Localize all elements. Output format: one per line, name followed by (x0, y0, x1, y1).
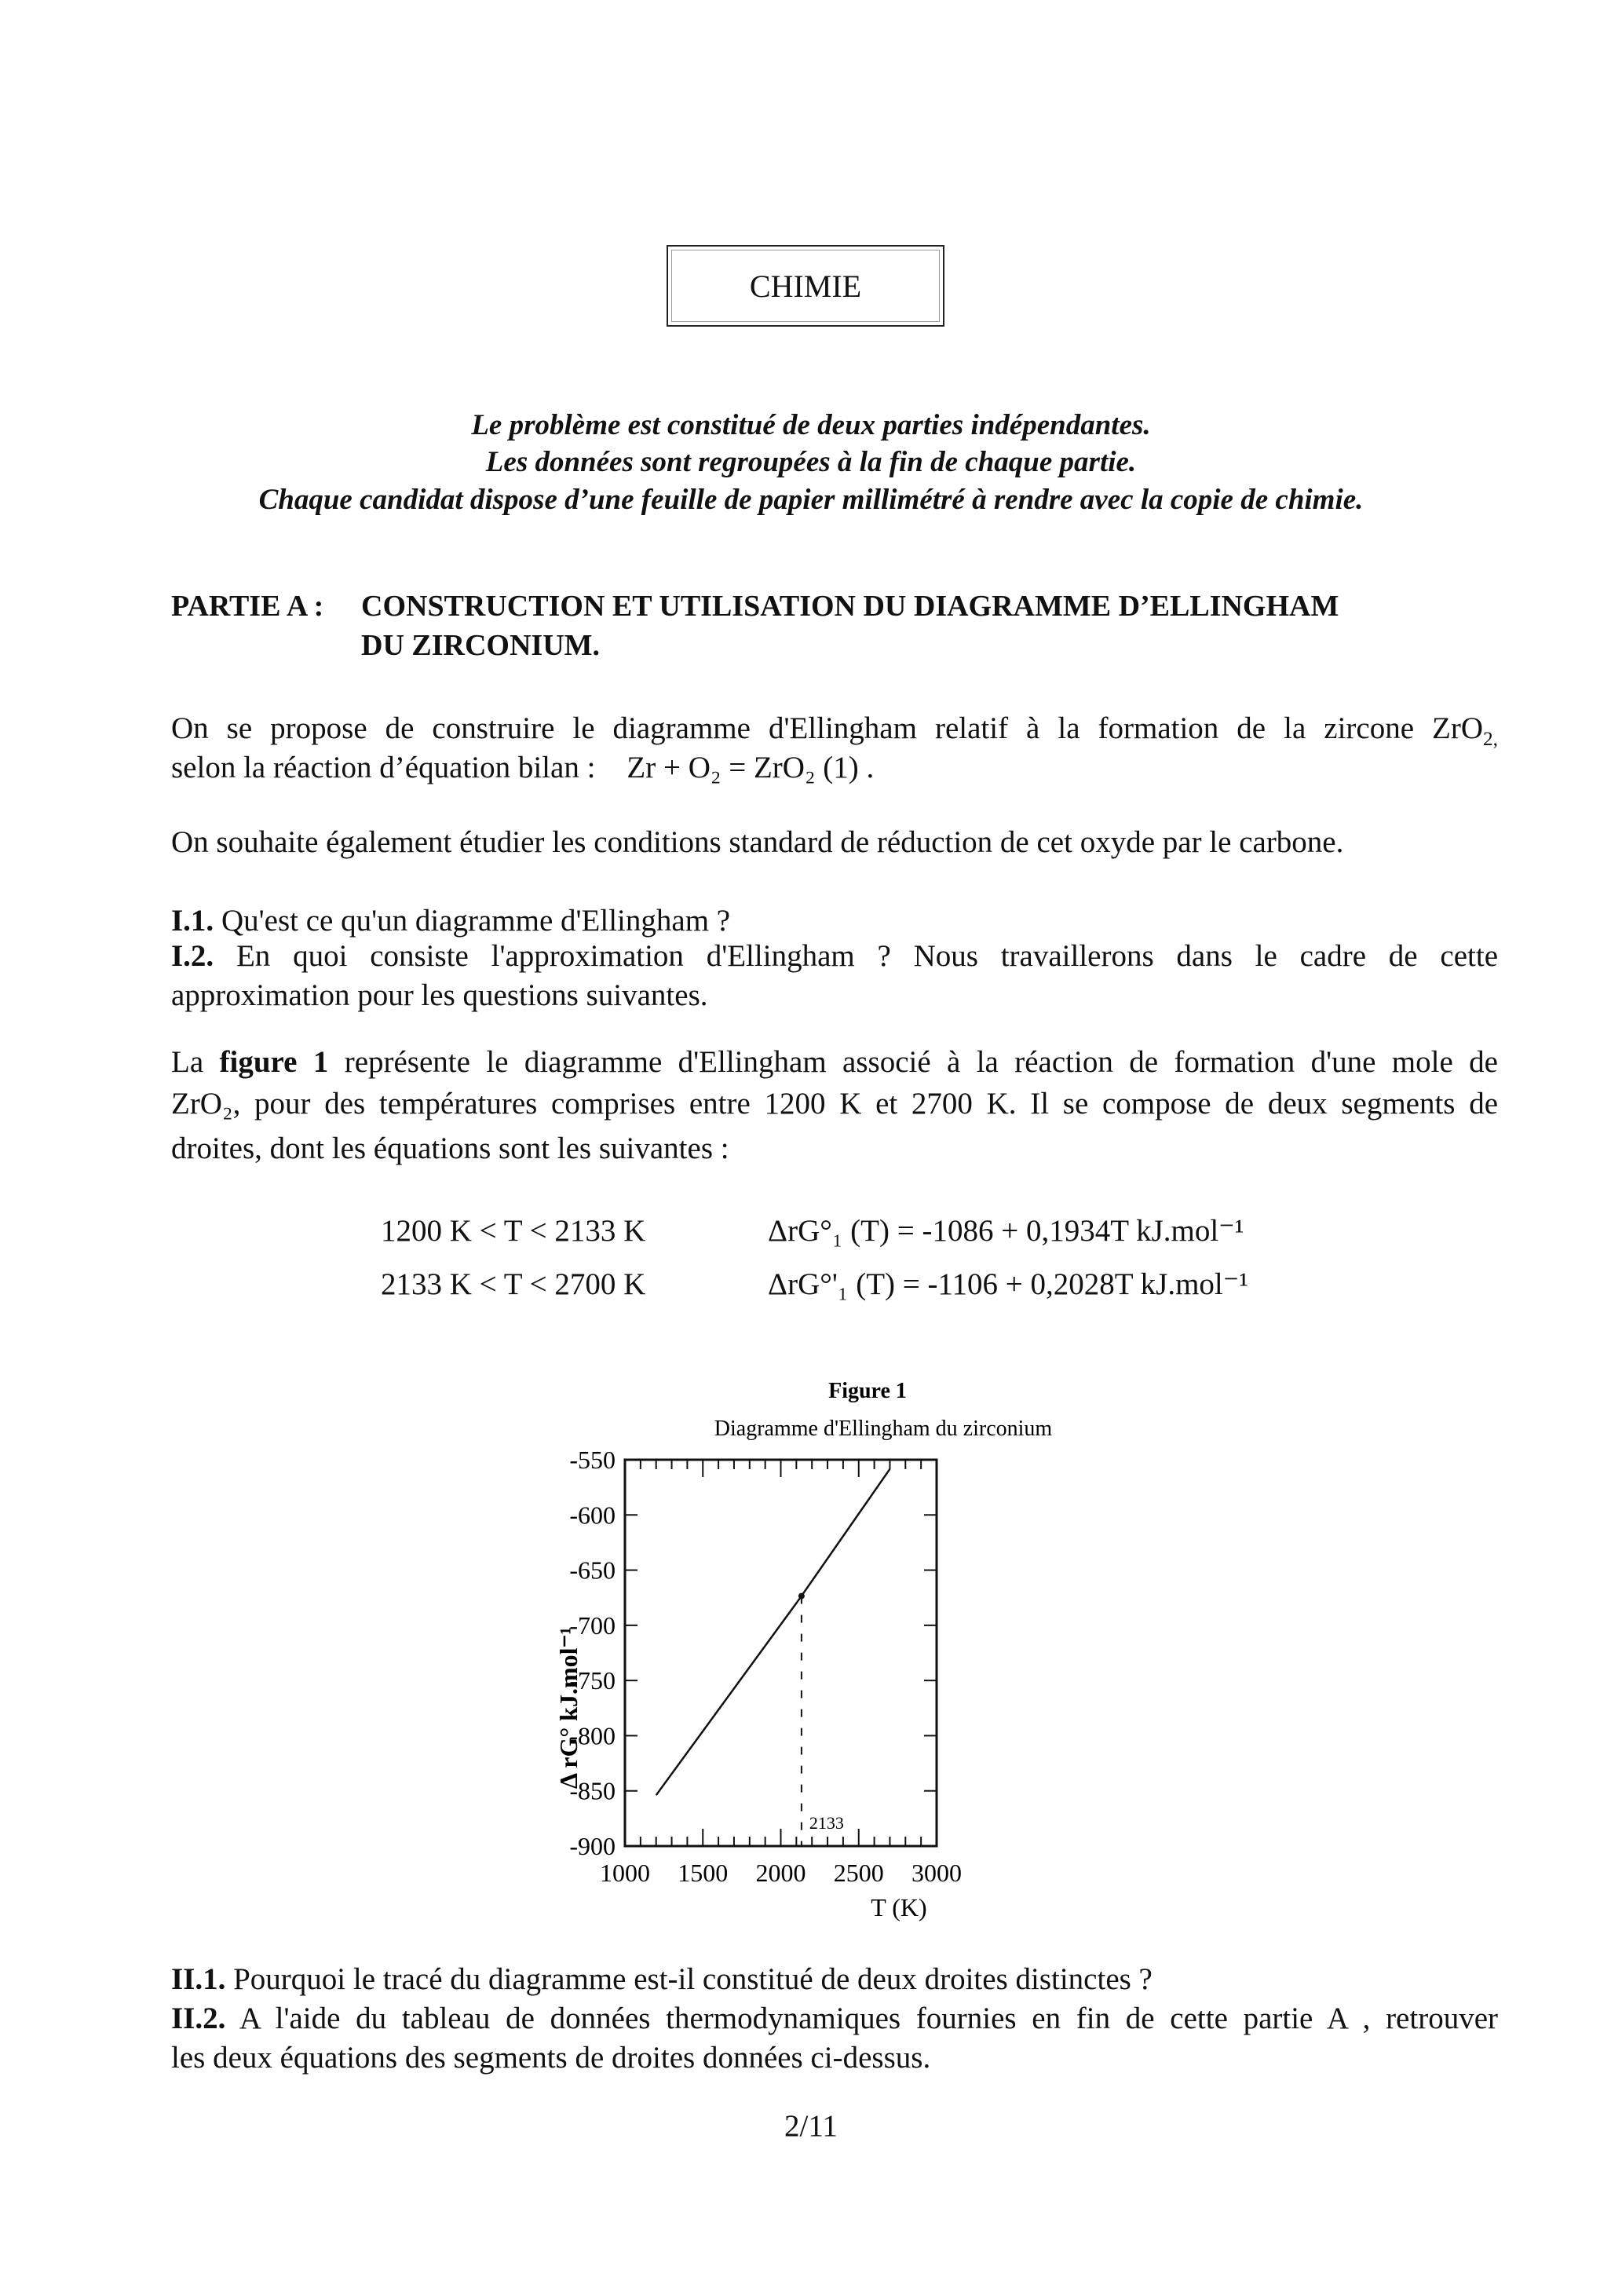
q-text: Pourquoi le tracé du diagramme est-il constitué de deux droites distinctes ? (233, 1962, 1153, 1996)
eq-range-2: 2133 K < T < 2700 K (381, 1267, 646, 1301)
intro-line-3: Chaque candidat dispose d’une feuille de papier millimétré à rendre avec la copie de chimie. (258, 484, 1364, 516)
y-tick-label: -600 (569, 1501, 616, 1530)
eq-rhs: = -1106 + 0,2028T kJ.mol⁻¹ (902, 1267, 1249, 1301)
section-title: CHIMIE (749, 268, 862, 304)
eq-range-1: 1200 K < T < 2133 K (381, 1214, 646, 1248)
q-num: I.2. (171, 939, 214, 973)
y-tick-label: -800 (569, 1721, 616, 1750)
plot-frame (625, 1460, 937, 1846)
figure-label: Figure 1 (828, 1379, 907, 1403)
equation-1: Zr + O₂ = ZrO₂ (1) . (627, 751, 875, 784)
intro-line-1: Le problème est constitué de deux parties indépendantes. (471, 409, 1151, 441)
text: selon la réaction d’équation bilan : (171, 751, 596, 784)
series-line-2 (802, 1469, 890, 1596)
ellingham-chart (471, 1366, 1217, 1932)
y-tick-label: -850 (569, 1776, 616, 1805)
eq-lhs: ΔrG°₁ (T) (768, 1214, 890, 1248)
question-II2 (171, 2001, 1498, 2036)
t: représente le diagramme d'Ellingham associé à la réaction de formation d'une mole de (328, 1045, 1498, 1079)
part-title-1: CONSTRUCTION ET UTILISATION DU DIAGRAMME D’ELLINGHAM (361, 590, 1339, 623)
chart-title: Diagramme d'Ellingham du zirconium (714, 1417, 1053, 1441)
eq-1 (768, 1213, 1244, 1249)
paragraph-3-line-1 (171, 1044, 1498, 1080)
eq-2 (768, 1267, 1248, 1302)
y-tick-label: -700 (569, 1610, 616, 1640)
series-line-1 (656, 1596, 802, 1796)
x-axis-label: T (K) (871, 1893, 927, 1921)
y-tick-label: -650 (569, 1556, 616, 1585)
y-axis-label: Δ rG° kJ.mol⁻¹ (554, 1626, 583, 1790)
question-I2 (171, 938, 1498, 974)
x-tick-label: 1500 (678, 1859, 729, 1887)
page-number: 2/11 (784, 2109, 838, 2143)
text: On se propose de construire le diagramme d'Ellingham relatif à la formation de la zircone ZrO (171, 711, 1483, 745)
q-num: II.1. (171, 1962, 226, 1996)
q-text: En quoi consiste l'approximation d'Ellingham ? Nous travaillerons dans le cadre de cette (236, 939, 1498, 973)
question-II1 (171, 1961, 1153, 1997)
x-tick-label: 2500 (833, 1859, 884, 1887)
q-num: II.2. (171, 2002, 226, 2035)
x-tick-label: 3000 (911, 1859, 962, 1887)
part-label: PARTIE A : (171, 590, 324, 623)
paragraph-1-line-1 (171, 711, 1498, 751)
paragraph-1-line-2 (171, 750, 874, 785)
y-tick-label: -550 (569, 1446, 616, 1474)
paragraph-3-line-3: droites, dont les équations sont les suivantes : (171, 1132, 729, 1165)
intro-line-2: Les données sont regroupées à la fin de chaque partie. (485, 446, 1137, 478)
paragraph-2: On souhaite également étudier les conditions standard de réduction de cet oxyde par le carbone. (171, 825, 1344, 859)
x-tick-label: 1000 (600, 1859, 650, 1887)
part-title-2: DU ZIRCONIUM. (361, 629, 600, 662)
q-text: Qu'est ce qu'un diagramme d'Ellingham ? (221, 904, 731, 938)
x-tick-label: 2000 (755, 1859, 806, 1887)
question-II2-cont: les deux équations des segments de droites données ci-dessus. (171, 2041, 931, 2075)
question-I2-cont: approximation pour les questions suivantes. (171, 978, 708, 1012)
subscript: 2, (1482, 727, 1498, 750)
section-title-box (667, 245, 944, 327)
eq-rhs: = -1086 + 0,1934T kJ.mol⁻¹ (897, 1214, 1244, 1248)
q-text: A l'aide du tableau de données thermodynamiques fournies en fin de cette partie A , retrouver (239, 2002, 1498, 2035)
figure-ref: figure 1 (219, 1045, 329, 1079)
paragraph-3-line-2: ZrO₂, pour des températures comprises entre 1200 K et 2700 K. Il se compose de deux segments de (171, 1087, 1498, 1121)
question-I1 (171, 903, 730, 938)
t: La (171, 1045, 220, 1079)
y-tick-label: -750 (569, 1666, 616, 1695)
annotation-label: 2133 (809, 1813, 844, 1833)
eq-lhs: ΔrG°'₁ (T) (768, 1267, 895, 1301)
y-tick-label: -900 (569, 1832, 616, 1860)
q-num: I.1. (171, 904, 214, 938)
